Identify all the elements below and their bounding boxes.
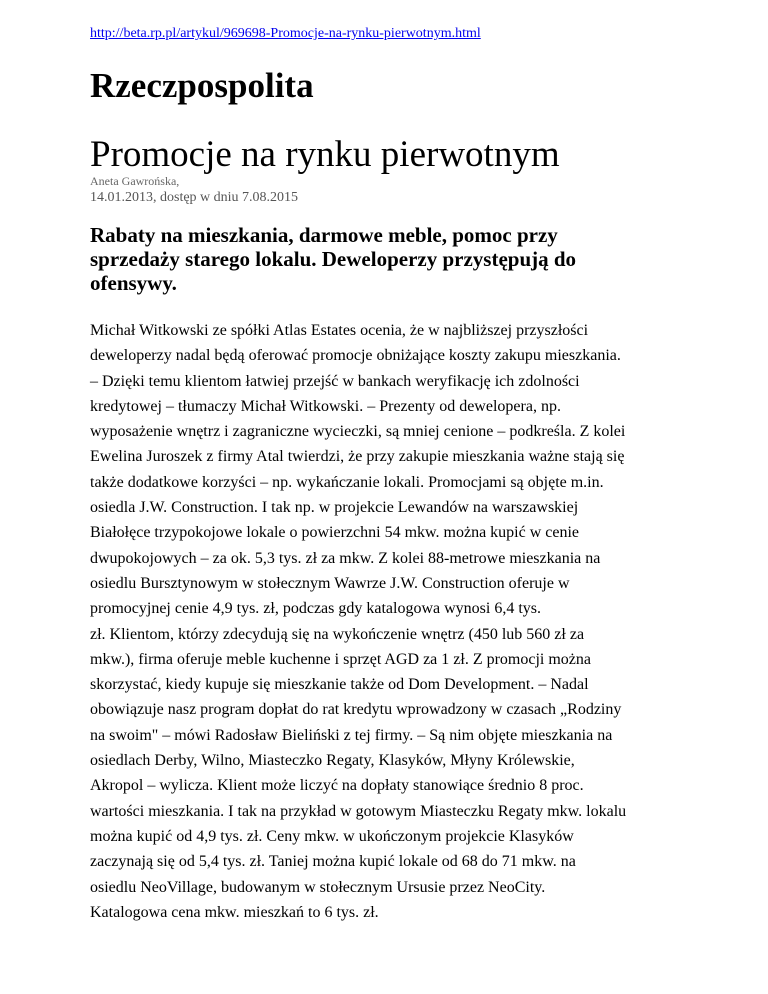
article-author: Aneta Gawrońska, [90, 174, 180, 188]
lead-line: Rabaty na mieszkania, darmowe meble, pomoc przy [90, 223, 558, 247]
body-line: deweloperzy nadal będą oferować promocje obniżające koszty zakupu mieszkania. [90, 347, 621, 365]
body-line: na swoim" – mówi Radosław Bieliński z tej firmy. – Są nim objęte mieszkania na [90, 726, 613, 744]
article-lead [90, 223, 650, 295]
body-line: mkw.), firma oferuje meble kuchenne i sprzęt AGD za 1 zł. Z promocji można [90, 650, 592, 668]
body-line: zł. Klientom, którzy zdecydują się na wykończenie wnętrz (450 lub 560 zł za [90, 625, 585, 643]
body-line: Katalogowa cena mkw. mieszkań to 6 tys. zł. [90, 903, 379, 921]
body-line: Akropol – wylicza. Klient może liczyć na dopłaty stanowiące średnio 8 proc. [90, 777, 584, 795]
masthead: Rzeczpospolita [90, 66, 314, 105]
lead-line: ofensywy. [90, 271, 177, 295]
body-line: Michał Witkowski ze spółki Atlas Estates ocenia, że w najbliższej przyszłości [90, 322, 589, 339]
article-title: Promocje na rynku pierwotnym [90, 134, 560, 175]
article-date: 14.01.2013, dostęp w dniu 7.08.2015 [90, 190, 299, 205]
body-line: osiedla J.W. Construction. I tak np. w projekcie Lewandów na warszawskiej [90, 499, 579, 517]
body-line: dwupokojowych – za ok. 5,3 tys. zł za mkw. Z kolei 88-metrowe mieszkania na [90, 549, 601, 567]
lead-line: sprzedaży starego lokalu. Deweloperzy przystępują do [90, 247, 577, 271]
body-line: osiedlu NeoVillage, budowanym w stołecznym Ursusie przez NeoCity. [90, 878, 546, 896]
body-line: osiedlach Derby, Wilno, Miasteczko Regaty, Klasyków, Młyny Królewskie, [90, 752, 575, 770]
body-line: Ewelina Juroszek z firmy Atal twierdzi, że przy zakupie mieszkania ważne stają się [90, 448, 625, 466]
body-line: także dodatkowe korzyści – np. wykańczanie lokali. Promocjami są objęte m.in. [90, 473, 604, 491]
body-line: Białołęce trzypokojowe lokale o powierzchni 54 mkw. można kupić w cenie [90, 524, 580, 542]
body-line: obowiązuje nasz program dopłat do rat kredytu wprowadzony w czasach „Rodziny [90, 701, 622, 719]
body-line: osiedlu Bursztynowym w stołecznym Wawrze J.W. Construction oferuje w [90, 574, 570, 592]
body-line: wartości mieszkania. I tak na przykład w gotowym Miasteczku Regaty mkw. lokalu [90, 802, 627, 820]
body-line: można kupić od 4,9 tys. zł. Ceny mkw. w ukończonym projekcie Klasyków [90, 827, 574, 845]
body-line: – Dzięki temu klientom łatwiej przejść w bankach weryfikację ich zdolności [90, 372, 580, 390]
body-line: zaczynają się od 5,4 tys. zł. Taniej można kupić lokale od 68 do 71 mkw. na [90, 853, 576, 871]
source-url-link[interactable]: http://beta.rp.pl/artykul/969698-Promocje-na-rynku-pierwotnym.html [90, 26, 481, 41]
article-body [90, 318, 690, 925]
body-line: skorzystać, kiedy kupuje się mieszkanie także od Dom Development. – Nadal [90, 676, 589, 694]
body-line: wyposażenie wnętrz i zagraniczne wycieczki, są mniej cenione – podkreśla. Z kolei [90, 423, 626, 441]
body-line: kredytowej – tłumaczy Michał Witkowski. – Prezenty od dewelopera, np. [90, 397, 561, 415]
body-line: promocyjnej cenie 4,9 tys. zł, podczas gdy katalogowa wynosi 6,4 tys. [90, 600, 542, 618]
